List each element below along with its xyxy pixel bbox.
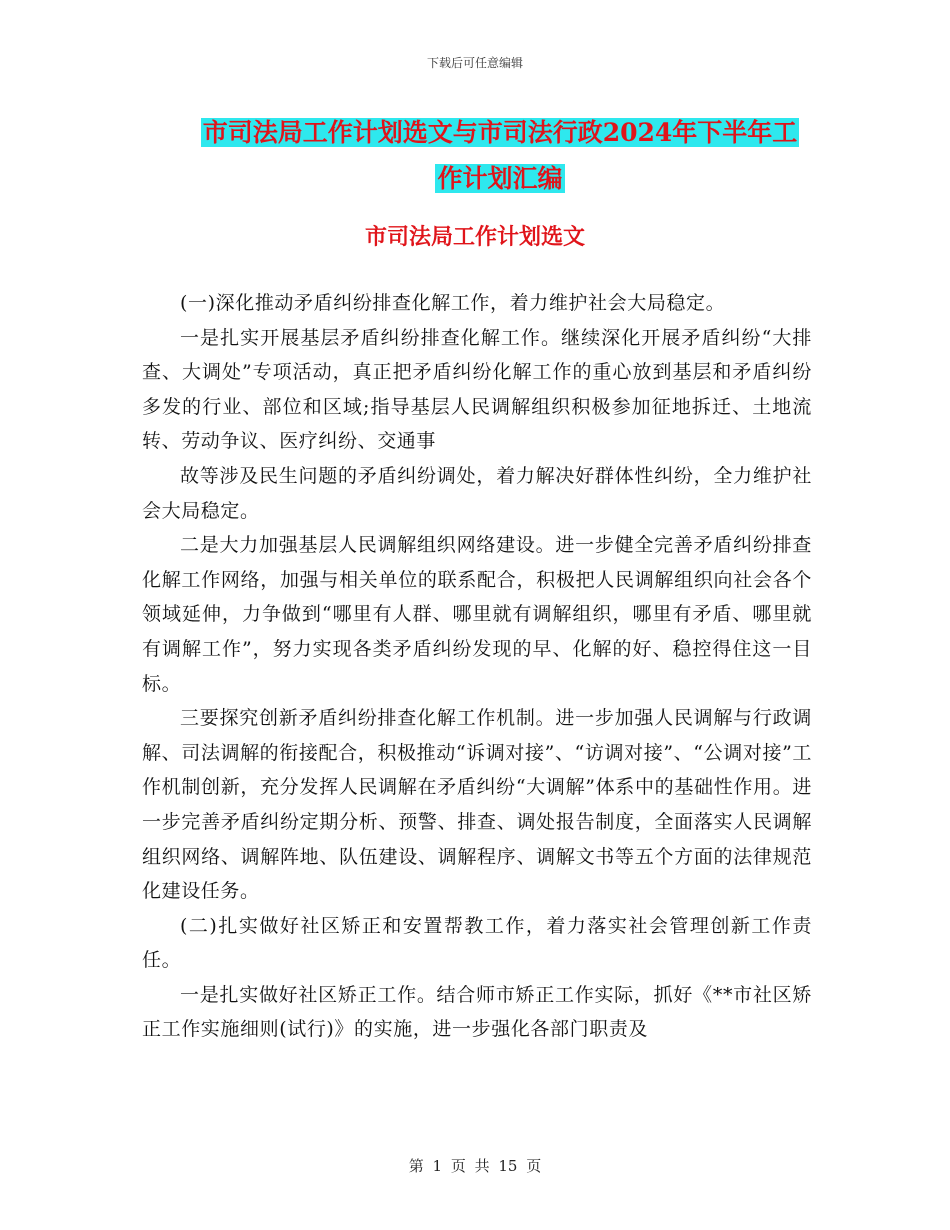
paragraph: 二是大力加强基层人民调解组织网络建设。进一步健全完善矛盾纠纷排查化解工作网络，加强与相关单位的联系配合，积极把人民调解组织向社会各个领域延伸，力争做到“哪里有人群、哪里就有调解组织，哪里有矛盾、哪里就有调解工作”，努力实现各类矛盾纠纷发现的早、化解的好、稳控得住这一目标。 bbox=[142, 534, 812, 695]
paragraph: 三要探究创新矛盾纠纷排查化解工作机制。进一步加强人民调解与行政调解、司法调解的衔接配合，积极推动“诉调对接”、“访调对接”、“公调对接”工作机制创新，充分发挥人民调解在矛盾纠纷“大调解”体系中的基础性作用。进一步完善矛盾纠纷定期分析、预警、排查、调处报告制度，全面落实人民调解组织网络、调解阵地、队伍建设、调解程序、调解文书等五个方面的法律规范化建设任务。 bbox=[142, 707, 812, 903]
paragraph: 故等涉及民生问题的矛盾纠纷调处，着力解决好群体性纠纷，全力维护社会大局稳定。 bbox=[142, 464, 812, 522]
paragraph: 一是扎实做好社区矫正工作。结合师市矫正工作实际，抓好《**市社区矫正工作实施细则(试行)》的实施，进一步强化各部门职责及 bbox=[142, 983, 812, 1041]
paragraph: (二)扎实做好社区矫正和安置帮教工作，着力落实社会管理创新工作责任。 bbox=[142, 914, 812, 972]
section-title: 市司法局工作计划选文 bbox=[364, 224, 585, 250]
document-title-line-2: 作计划汇编 bbox=[437, 164, 563, 193]
document-title bbox=[180, 110, 820, 202]
document-body bbox=[142, 286, 812, 1047]
header-note: 下载后可任意编辑 bbox=[426, 56, 523, 70]
paragraph: 一是扎实开展基层矛盾纠纷排查化解工作。继续深化开展矛盾纠纷“大排查、大调处”专项活动，真正把矛盾纠纷化解工作的重心放到基层和矛盾纠纷多发的行业、部位和区域;指导基层人民调解组织积极参加征地拆迁、土地流转、劳动争议、医疗纠纷、交通事 bbox=[142, 326, 812, 453]
document-title-line-1: 市司法局工作计划选文与市司法行政2024年下半年工 bbox=[202, 118, 798, 147]
page-number-footer: 第 1 页 共 15 页 bbox=[408, 1157, 542, 1175]
paragraph: (一)深化推动矛盾纠纷排查化解工作，着力维护社会大局稳定。 bbox=[180, 292, 726, 314]
